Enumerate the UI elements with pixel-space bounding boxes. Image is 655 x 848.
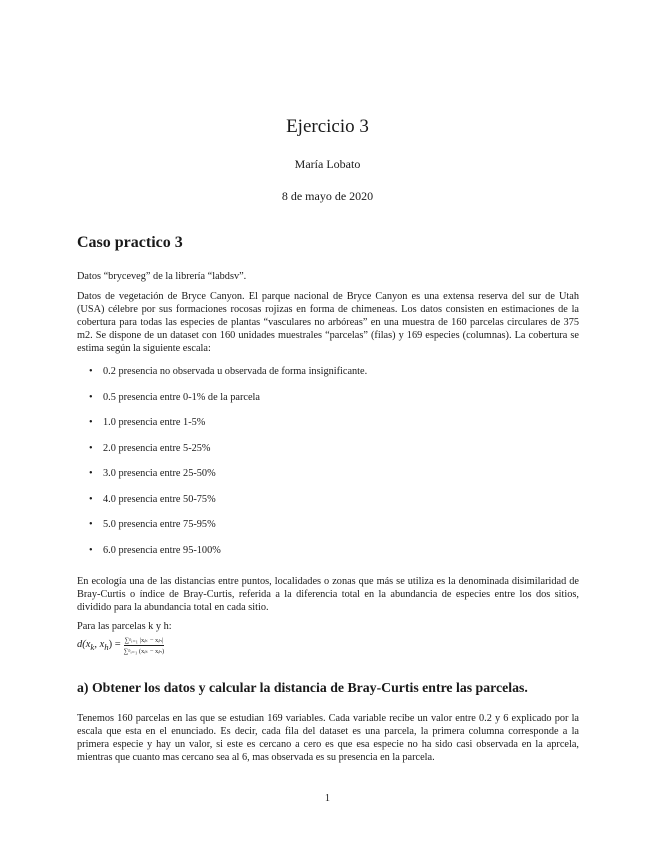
- document-date: 8 de mayo de 2020: [281, 189, 374, 203]
- list-item: • 6.0 presencia entre 95-100%: [87, 544, 367, 570]
- parcels-label: Para las parcelas k y h:: [77, 621, 172, 632]
- list-item: • 0.2 presencia no observada u observada de forma insignificante.: [87, 365, 367, 391]
- description-paragraph: Datos de vegetación de Bryce Canyon. El parque nacional de Bryce Canyon es una extensa reserva del sur de Utah (USA) célebre por sus formaciones rocosas rojizas en forma de chimeneas. Los datos consisten en estimaciones de la cobertura para todas las especies de plantas “vasculares no arbóreas” en una muestra de 160 parcelas circulares de 375 m2. Se dispone de un dataset con 160 unidades muestrales “parcelas” (filas) y 169 especies (columnas). La cobertura se estima según la siguiente escala:: [77, 291, 579, 354]
- list-item: • 0.5 presencia entre 0-1% de la parcela: [87, 391, 367, 417]
- ecology-paragraph: En ecología una de las distancias entre puntos, localidades o zonas que más se utiliza es la denominada disimilaridad de Bray-Curtis o índice de Bray-Curtis, referida a la diferencia total en la abundancia de especies entre los dos sitios, dividido para la abundancia total en cada sitio.: [77, 576, 579, 613]
- subsection-heading: a) Obtener los datos y calcular la distancia de Bray-Curtis entre las parcelas.: [77, 680, 528, 695]
- formula-denominator: ∑ᵖᵢ₌₁ (xᵢₖ − xᵢₕ): [123, 648, 165, 655]
- section-heading: Caso practico 3: [77, 234, 183, 251]
- scale-list: [87, 365, 367, 569]
- formula-numerator: ∑ᵖᵢ₌₁ |xᵢₖ − xᵢₕ|: [124, 637, 164, 644]
- list-item: • 3.0 presencia entre 25-50%: [87, 467, 367, 493]
- analysis-paragraph: Tenemos 160 parcelas en las que se estudian 169 variables. Cada variable recibe un valor entre 0.2 y 6 explicado por la escala que esta en el enunciado. Es decir, cada fila del dataset es una parcela, la primera columna corresponde a la primera especie y hay un valor, si este es cercano a cero es que esa especie no ha sido casi observada en la aprcela, mientras que cuanto mas cercano sea al 6, mas observada es su presencia en la parcela.: [77, 713, 579, 763]
- intro-paragraph: Datos “bryceveg” de la librería “labdsv”.: [77, 271, 247, 282]
- bray-curtis-formula: [77, 636, 164, 655]
- list-item: • 4.0 presencia entre 50-75%: [87, 493, 367, 519]
- list-item: • 1.0 presencia entre 1-5%: [87, 416, 367, 442]
- author-name: María Lobato: [294, 157, 361, 171]
- page-number: 1: [324, 793, 331, 804]
- list-item: • 5.0 presencia entre 75-95%: [87, 518, 367, 544]
- formula-lhs: $d(x_k$, $x_h$) =: [77, 638, 121, 653]
- document-title: Ejercicio 3: [286, 116, 369, 137]
- formula-fraction: [124, 636, 165, 655]
- list-item: • 2.0 presencia entre 5-25%: [87, 442, 367, 468]
